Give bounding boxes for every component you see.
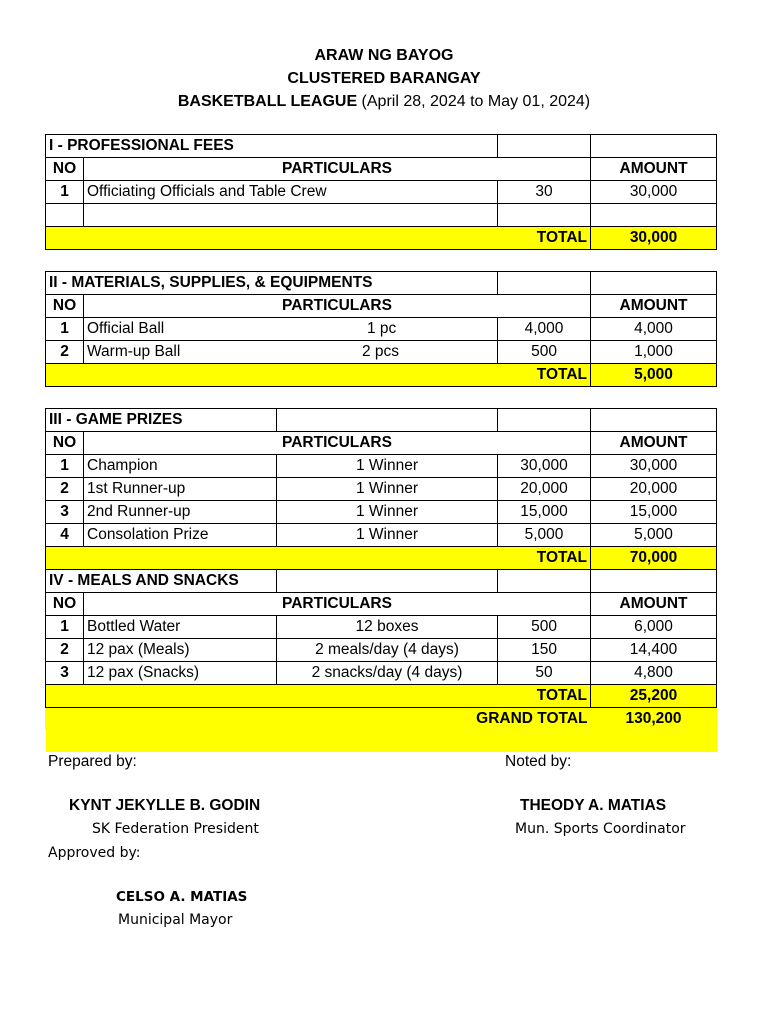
event-subtitle: CLUSTERED BARANGAY <box>287 70 481 87</box>
noted-by-label: Noted by: <box>505 753 572 770</box>
total-label: TOTAL <box>46 547 591 570</box>
league-dates: (April 28, 2024 to May 01, 2024) <box>357 93 591 110</box>
table-row: 1 Official Ball 1 pc 4,000 4,000 <box>46 318 717 341</box>
approved-by-label: Approved by: <box>48 845 141 861</box>
prepared-by-label: Prepared by: <box>48 753 137 770</box>
noted-by-name: THEODY A. MATIAS <box>520 797 667 814</box>
table-row: 2 1st Runner-up 1 Winner 20,000 20,000 <box>46 478 717 501</box>
total-label: TOTAL <box>46 364 591 387</box>
grand-total-row <box>46 708 717 731</box>
col-header-no: NO <box>46 158 84 181</box>
total-value: 25,200 <box>591 685 717 708</box>
section-title: III - GAME PRIZES <box>46 409 277 432</box>
col-header-particulars: PARTICULARS <box>84 158 591 181</box>
section-title: I - PROFESSIONAL FEES <box>46 135 498 158</box>
total-row <box>46 547 717 570</box>
total-row <box>46 364 717 387</box>
noted-by-title: Mun. Sports Coordinator <box>515 821 686 837</box>
total-value: 5,000 <box>591 364 717 387</box>
col-header-amount: AMOUNT <box>591 593 717 616</box>
total-label: TOTAL <box>46 227 591 250</box>
col-header-no: NO <box>46 593 84 616</box>
col-header-particulars: PARTICULARS <box>84 295 591 318</box>
table-row: 1 Champion 1 Winner 30,000 30,000 <box>46 455 717 478</box>
table-row: 1 Officiating Officials and Table Crew 30 30,000 <box>46 181 717 204</box>
table-row: 3 12 pax (Snacks) 2 snacks/day (4 days) 50 4,800 <box>46 662 717 685</box>
table-row: 2 12 pax (Meals) 2 meals/day (4 days) 150 14,400 <box>46 639 717 662</box>
table-row: 1 Bottled Water 12 boxes 500 6,000 <box>46 616 717 639</box>
section-materials-table <box>45 271 717 387</box>
col-header-amount: AMOUNT <box>591 295 717 318</box>
table-row: 4 Consolation Prize 1 Winner 5,000 5,000 <box>46 524 717 547</box>
total-value: 30,000 <box>591 227 717 250</box>
total-value: 70,000 <box>591 547 717 570</box>
col-header-particulars: PARTICULARS <box>84 593 591 616</box>
col-header-amount: AMOUNT <box>591 432 717 455</box>
highlight-spacer <box>46 730 717 752</box>
section-title: IV - MEALS AND SNACKS <box>46 570 277 593</box>
approved-by-name: CELSO A. MATIAS <box>116 889 248 905</box>
document-header <box>0 44 768 113</box>
table-row <box>46 204 717 227</box>
event-title: ARAW NG BAYOG <box>314 47 454 64</box>
total-row <box>46 227 717 250</box>
prepared-by-title: SK Federation President <box>92 821 259 837</box>
col-header-no: NO <box>46 295 84 318</box>
col-header-particulars: PARTICULARS <box>84 432 591 455</box>
col-header-no: NO <box>46 432 84 455</box>
total-label: TOTAL <box>46 685 591 708</box>
total-row <box>46 685 717 708</box>
col-header-amount: AMOUNT <box>591 158 717 181</box>
section-title: II - MATERIALS, SUPPLIES, & EQUIPMENTS <box>46 272 498 295</box>
approved-by-title: Municipal Mayor <box>118 912 233 928</box>
league-name: BASKETBALL LEAGUE <box>177 93 358 110</box>
grand-total-label: GRAND TOTAL <box>46 708 591 731</box>
prepared-by-name: KYNT JEKYLLE B. GODIN <box>69 797 261 814</box>
grand-total-value: 130,200 <box>591 708 717 731</box>
event-league-line <box>0 90 768 113</box>
section-professional-fees-table <box>45 134 717 250</box>
section-prizes-meals-table <box>45 408 717 752</box>
table-row: 3 2nd Runner-up 1 Winner 15,000 15,000 <box>46 501 717 524</box>
table-row: 2 Warm-up Ball 2 pcs 500 1,000 <box>46 341 717 364</box>
